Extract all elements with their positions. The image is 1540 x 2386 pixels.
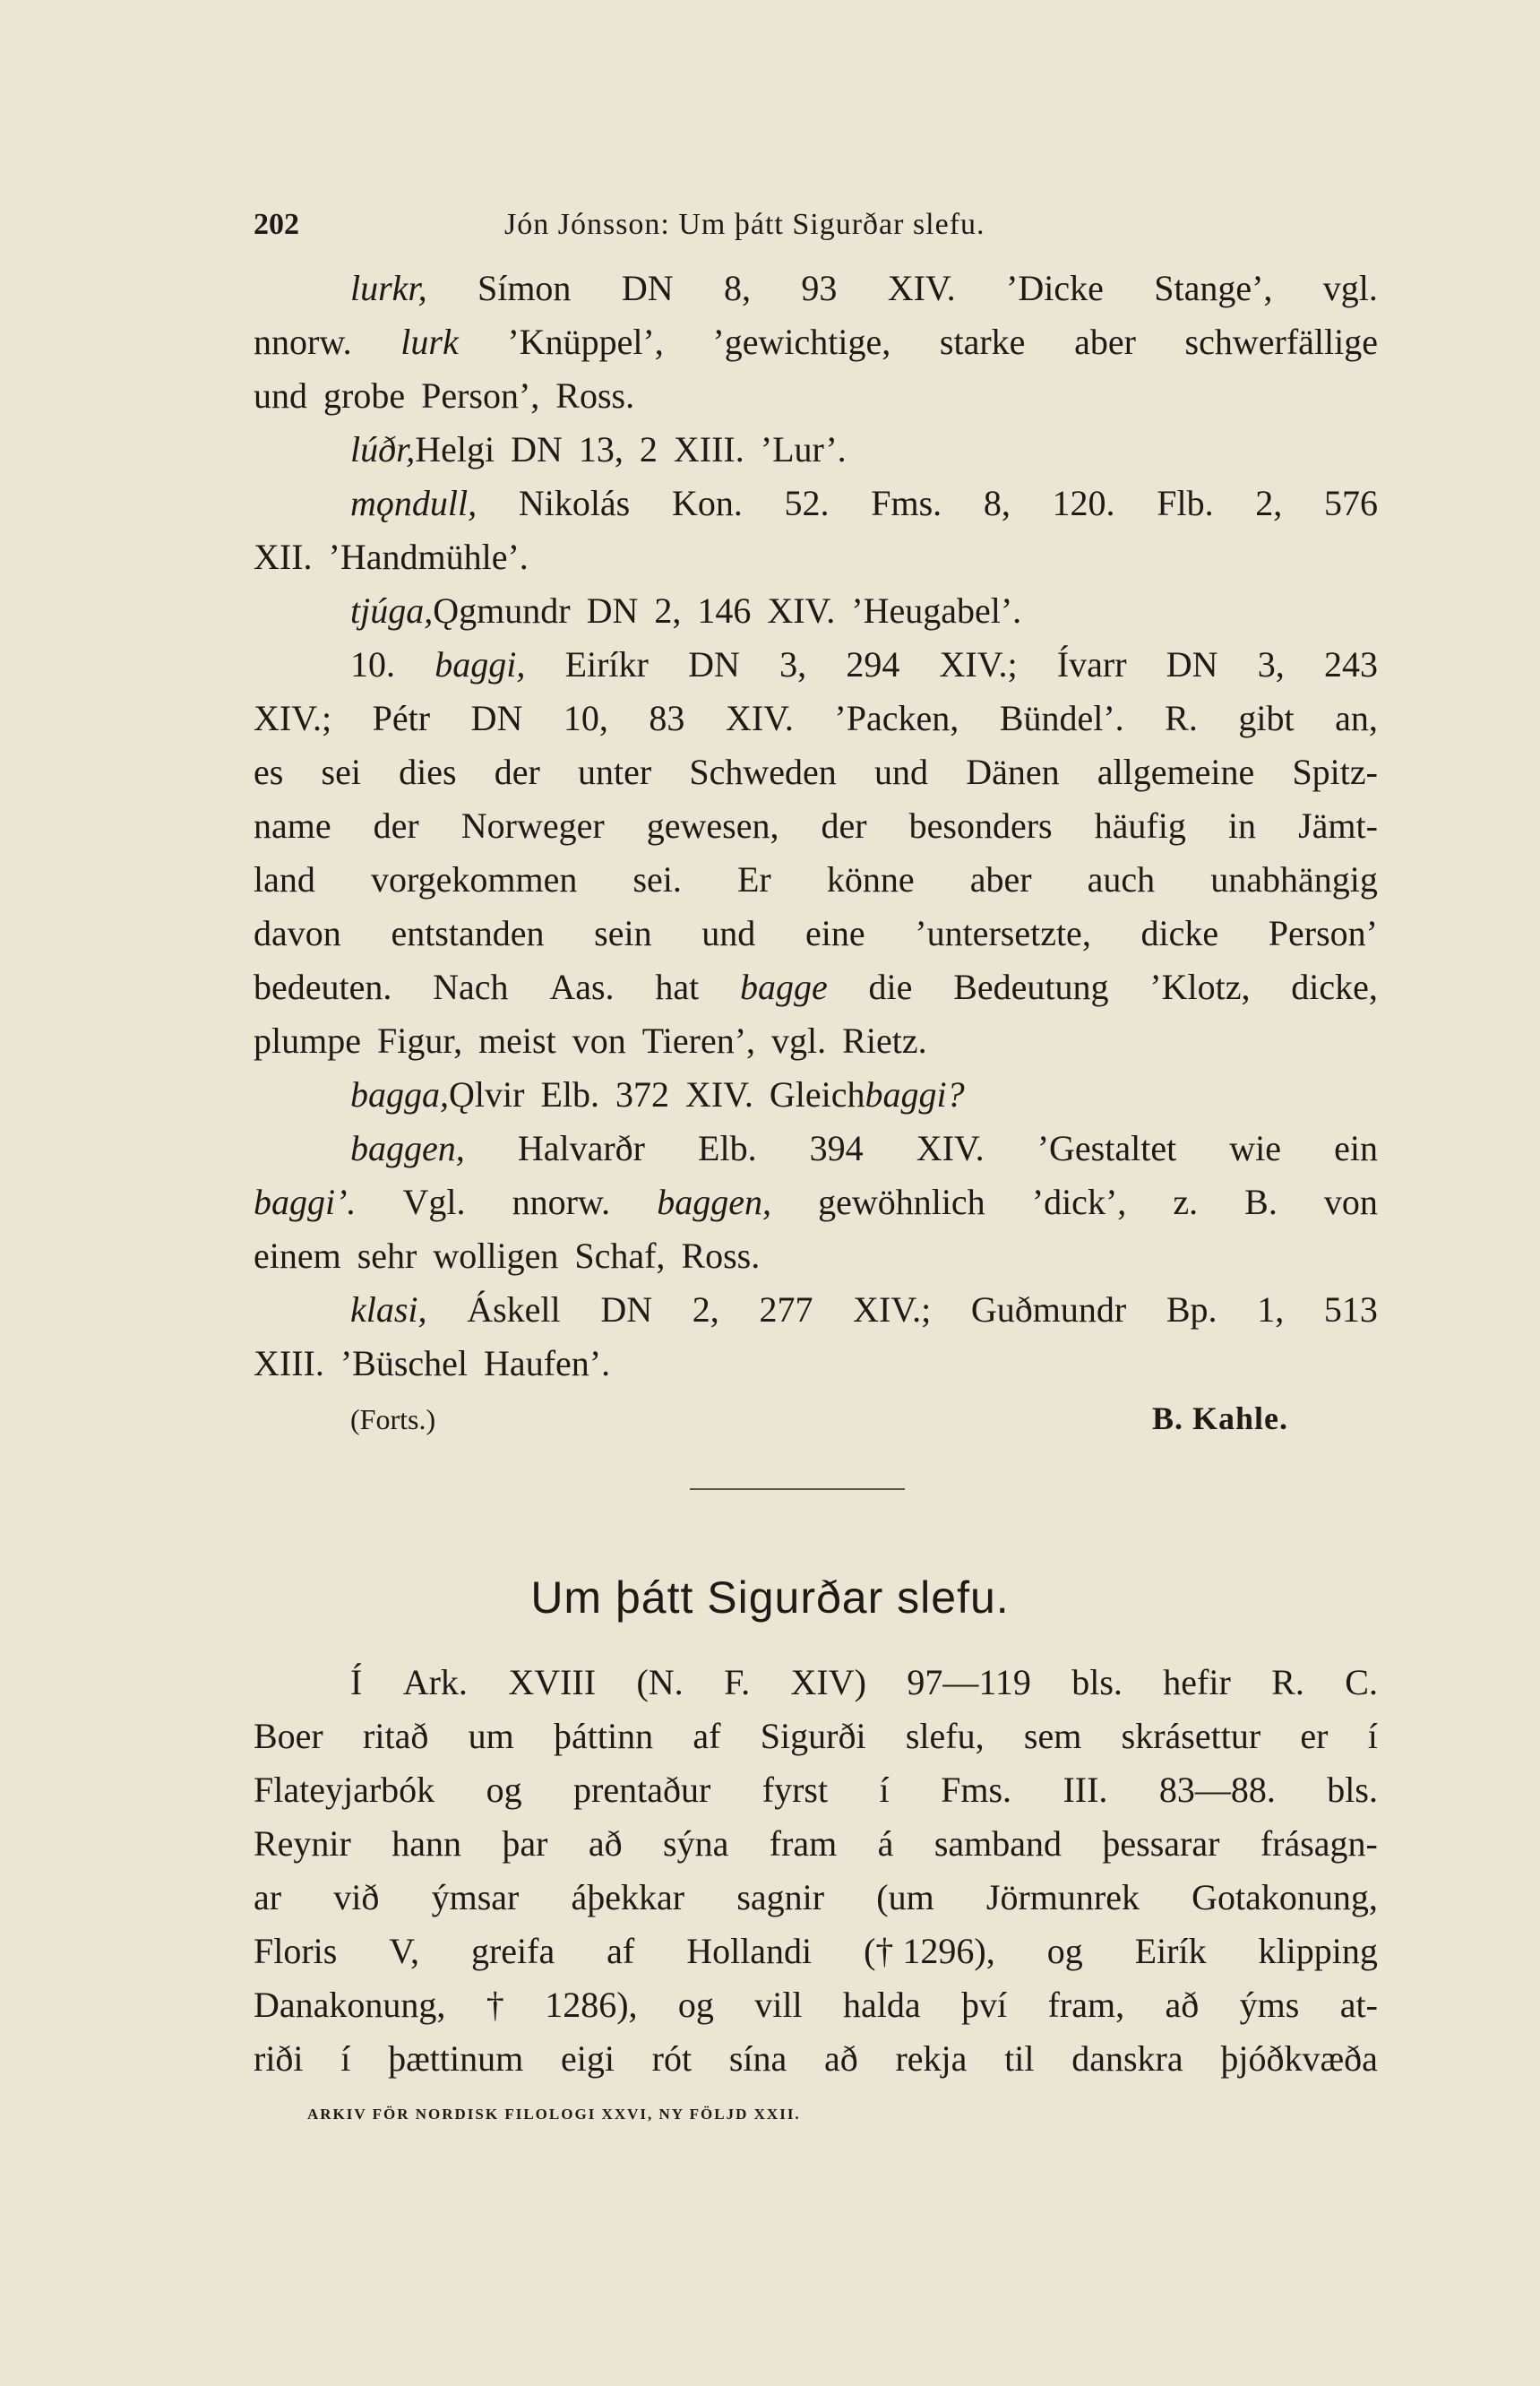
word: gewöhnlich (818, 1182, 985, 1222)
word: þessarar (1102, 1823, 1220, 1864)
word: danskra (1071, 2038, 1183, 2079)
word: Bündel’. (999, 698, 1124, 738)
text-line (254, 1817, 1378, 1871)
word: XIV. (887, 268, 956, 308)
word: sýna (663, 1823, 729, 1864)
word: aber (1074, 322, 1136, 362)
word: og (486, 1770, 522, 1810)
word: C. (1345, 1662, 1378, 1702)
word: F. (724, 1662, 751, 1702)
word: davon (254, 913, 341, 953)
word: Norweger (460, 805, 605, 846)
word: Helgi (415, 429, 495, 469)
word: nnorw. (254, 322, 352, 362)
word: bls. (1071, 1662, 1123, 1702)
word: Elb. (540, 1074, 599, 1115)
word: rót (651, 2038, 693, 2079)
word: 1, (1257, 1289, 1285, 1330)
text-line (254, 692, 1378, 745)
word: mǫndull, (350, 483, 477, 523)
word: Aas. (549, 967, 615, 1007)
word: halda (843, 1985, 921, 2025)
word: ’Gestaltet (1037, 1128, 1177, 1168)
word: Ǫlvir (449, 1074, 525, 1115)
word: Figur, (376, 1021, 463, 1061)
word: af (693, 1716, 721, 1756)
word: 120. (1052, 483, 1115, 523)
word: XIV. (916, 1128, 985, 1168)
word: Person’ (1268, 913, 1378, 953)
word: klipping (1258, 1931, 1378, 1971)
word: vgl. (771, 1021, 827, 1061)
word: baggi? (865, 1074, 965, 1115)
text-line (254, 853, 1378, 907)
word: land (254, 859, 315, 900)
word: Gotakonung, (1192, 1877, 1378, 1917)
word: Person’, (421, 375, 540, 416)
word: sagnir (736, 1877, 825, 1917)
word: vgl. (1322, 268, 1378, 308)
section-divider (690, 1488, 905, 1490)
word: DN (1166, 644, 1218, 685)
text-line (254, 477, 1378, 530)
word: at- (1339, 1985, 1378, 2025)
text-line (254, 799, 1378, 853)
word: gibt (1238, 698, 1295, 738)
word: einem (254, 1236, 341, 1276)
word: 294 (846, 644, 900, 685)
word: Vgl. (402, 1182, 466, 1222)
word: slefu, (905, 1716, 985, 1756)
word: R. (1271, 1662, 1304, 1702)
word: á (877, 1823, 894, 1864)
word: baggen, (657, 1182, 771, 1222)
word: lúðr, (350, 429, 416, 469)
article-title: Um þátt Sigurðar slefu. (530, 1572, 1010, 1623)
word: sína (728, 2038, 787, 2079)
word: ein (1334, 1128, 1378, 1168)
word: Gleich (769, 1074, 865, 1115)
word: sehr (357, 1236, 417, 1276)
word: 2, (1255, 483, 1283, 523)
word: skrásettur (1121, 1716, 1261, 1756)
word: ar (254, 1877, 282, 1917)
journal-footer: ARKIV FÖR NORDISK FILOLOGI XXVI, NY FÖLJD XXII. (307, 2106, 801, 2123)
page-number: 202 (254, 208, 299, 241)
word: gewesen, (646, 805, 779, 846)
text-line (254, 1925, 1378, 1978)
word: ’Handmühle’. (328, 537, 529, 577)
word: dicke (1140, 913, 1219, 953)
word: Ross. (681, 1236, 761, 1276)
word: von (1323, 1182, 1378, 1222)
word: wie (1229, 1128, 1282, 1168)
word: Boer (254, 1716, 323, 1756)
word: við (333, 1877, 380, 1917)
word: 394 (809, 1128, 864, 1168)
word: er (1300, 1716, 1329, 1756)
word: DN (600, 1289, 653, 1330)
word: XIV. (725, 698, 794, 738)
word: rekja (895, 2038, 968, 2079)
word: frásagn- (1260, 1823, 1378, 1864)
word: es (254, 752, 284, 792)
word: bagga, (350, 1074, 449, 1115)
word: í (879, 1770, 890, 1810)
text-line (254, 960, 1378, 1014)
word: aber (969, 859, 1032, 900)
text-line (254, 1337, 1378, 1391)
word: XIV.; (254, 698, 332, 738)
word: hann (391, 1823, 462, 1864)
word: grobe (323, 375, 406, 416)
word: V, (389, 1931, 420, 1971)
word: baggen, (350, 1128, 465, 1168)
text-line (254, 1710, 1378, 1763)
word: Tieren’, (641, 1021, 756, 1061)
word: Spitz- (1292, 752, 1378, 792)
word: Áskell (467, 1289, 561, 1330)
text-line (254, 1229, 1378, 1283)
word: auch (1087, 859, 1156, 900)
word: Flb. (1157, 483, 1214, 523)
word: Jämt- (1298, 805, 1378, 846)
text-line (254, 1283, 1378, 1337)
word: an, (1335, 698, 1378, 738)
word: 146 (697, 590, 752, 631)
word: Fms. (941, 1770, 1012, 1810)
word: og (677, 1985, 714, 2025)
text-line (254, 745, 1378, 799)
word: ’dick’, (1031, 1182, 1127, 1222)
word: starke (939, 322, 1026, 362)
word: eine (804, 913, 865, 953)
word: 3, (1257, 644, 1285, 685)
word: bedeuten. (254, 967, 392, 1007)
word: Elb. (698, 1128, 757, 1168)
word: ’Büschel (340, 1343, 469, 1383)
word: ’Dicke (1006, 268, 1104, 308)
word: vill (754, 1985, 803, 2025)
word: Ross. (555, 375, 635, 416)
text-line (254, 1763, 1378, 1817)
word: bls. (1327, 1770, 1378, 1810)
word: Kon. (671, 483, 743, 523)
word: Ívarr (1056, 644, 1127, 685)
word: Floris (254, 1931, 338, 1971)
word: Í (350, 1662, 363, 1702)
word: þáttinn (554, 1716, 654, 1756)
word: klasi, (350, 1289, 427, 1330)
forts-label: (Forts.) (350, 1403, 436, 1435)
word: til (1004, 2038, 1035, 2079)
word: 10. (350, 644, 395, 685)
word: Schaf, (574, 1236, 666, 1276)
word: Halvarðr (517, 1128, 645, 1168)
word: Símon (477, 268, 572, 308)
word: plumpe (254, 1021, 361, 1061)
word: ýms (1239, 1985, 1300, 2025)
word: bagge (740, 967, 828, 1007)
word: 576 (1323, 483, 1378, 523)
word: und (254, 375, 307, 416)
author-signature: B. Kahle. (1151, 1400, 1288, 1436)
word: Sigurði (760, 1716, 866, 1756)
word: af (607, 1931, 635, 1971)
word: í (340, 2038, 351, 2079)
word: († 1296), (864, 1931, 995, 1971)
word: 83 (649, 698, 685, 738)
word: í (1367, 1716, 1378, 1756)
word: Jörmunrek (985, 1877, 1140, 1917)
word: baggi’. (254, 1182, 357, 1222)
word: 243 (1323, 644, 1378, 685)
word: 3, (779, 644, 807, 685)
word: Ǫgmundr (433, 590, 571, 631)
article-body (254, 1656, 1378, 2086)
word: þar (502, 1823, 548, 1864)
word: XIV.; (939, 644, 1018, 685)
word: 97—119 (907, 1662, 1031, 1702)
word: ’Packen, (834, 698, 959, 738)
word: að (823, 2038, 858, 2079)
word: Fms. (871, 483, 942, 523)
word: DN (470, 698, 523, 738)
word: riði (254, 2038, 304, 2079)
word: fram, (1047, 1985, 1125, 2025)
word: Hollandi (686, 1931, 813, 1971)
signature-row (254, 1391, 1378, 1446)
word: Eirík (1134, 1931, 1207, 1971)
word: Nikolás (518, 483, 631, 523)
word: dicke, (1291, 967, 1378, 1007)
word: die (868, 967, 913, 1007)
word: † (486, 1985, 504, 2025)
word: eigi (560, 2038, 615, 2079)
word: 277 (759, 1289, 813, 1330)
word: Nach (433, 967, 509, 1007)
text-line (254, 907, 1378, 960)
word: B. (1244, 1182, 1278, 1222)
word: Eiríkr (564, 644, 649, 685)
word: DN (586, 590, 639, 631)
word: name (254, 805, 331, 846)
previous-article-text (254, 262, 1378, 1446)
word: 8, (723, 268, 751, 308)
word: XIII. (673, 429, 744, 469)
word: Reynir (254, 1823, 351, 1864)
word: og (1046, 1931, 1083, 1971)
word: 1286), (545, 1985, 638, 2025)
word: (um (876, 1877, 934, 1917)
word: sei. (632, 859, 682, 900)
word: und (874, 752, 928, 792)
text-line (254, 315, 1378, 369)
word: samband (933, 1823, 1063, 1864)
word: ’gewichtige, (712, 322, 891, 362)
word: 2 (639, 429, 658, 469)
word: häufig (1094, 805, 1186, 846)
word: Pétr (372, 698, 431, 738)
word: (N. (636, 1662, 684, 1702)
word: XIII. (254, 1343, 324, 1383)
word: der (373, 805, 419, 846)
word: 2, (692, 1289, 719, 1330)
word: hat (655, 967, 700, 1007)
word: unter (578, 752, 652, 792)
word: unabhängig (1210, 859, 1378, 900)
text-line (254, 584, 1378, 638)
text-line (254, 1871, 1378, 1925)
word: wolligen (433, 1236, 559, 1276)
word: XIV.; (853, 1289, 932, 1330)
word: Haufen’. (484, 1343, 611, 1383)
word: þættinum (388, 2038, 524, 2079)
text-line (254, 530, 1378, 584)
word: nnorw. (512, 1182, 611, 1222)
word: könne (826, 859, 915, 900)
word: ’Heugabel’. (851, 590, 1022, 631)
word: fyrst (761, 1770, 829, 1810)
word: Bp. (1166, 1289, 1217, 1330)
word: lurkr, (350, 268, 427, 308)
word: að (588, 1823, 623, 1864)
word: því (961, 1985, 1008, 2025)
word: baggi, (434, 644, 526, 685)
word: lurk (400, 322, 459, 362)
word: 52. (784, 483, 830, 523)
word: DN (511, 429, 563, 469)
text-line (254, 1014, 1378, 1068)
text-line (254, 1176, 1378, 1229)
word: DN (621, 268, 674, 308)
word: Ark. (402, 1662, 468, 1702)
word: DN (688, 644, 740, 685)
word: entstanden (391, 913, 545, 953)
word: Flateyjarbók (254, 1770, 435, 1810)
word: der (494, 752, 540, 792)
word: 13, (578, 429, 624, 469)
word: Bedeutung (953, 967, 1109, 1007)
word: Er (736, 859, 771, 900)
word: XIV. (767, 590, 836, 631)
word: und (701, 913, 756, 953)
word: ’Klotz, (1149, 967, 1251, 1007)
word: ritað (363, 1716, 429, 1756)
page-header (254, 204, 1391, 245)
word: Dänen (966, 752, 1060, 792)
word: prentaður (573, 1770, 711, 1810)
word: sein (594, 913, 652, 953)
word: um (468, 1716, 514, 1756)
word: schwerfällige (1184, 322, 1378, 362)
word: þjóðkvæða (1220, 2038, 1378, 2079)
word: XIV) (790, 1662, 866, 1702)
text-line (254, 1122, 1378, 1176)
word: hefir (1163, 1662, 1231, 1702)
word: in (1227, 805, 1257, 846)
word: 83—88. (1158, 1770, 1276, 1810)
word: allgemeine (1097, 752, 1255, 792)
word: sem (1023, 1716, 1082, 1756)
word: XII. (254, 537, 313, 577)
word: áþekkar (571, 1877, 685, 1917)
word: að (1165, 1985, 1200, 2025)
word: greifa (470, 1931, 555, 1971)
word: z. (1173, 1182, 1199, 1222)
word: fram (769, 1823, 838, 1864)
word: der (821, 805, 867, 846)
word: ’untersetzte, (915, 913, 1091, 953)
text-line (254, 262, 1378, 315)
text-line (254, 423, 1378, 477)
text-line (254, 369, 1378, 423)
word: III. (1063, 1770, 1108, 1810)
word: 372 (615, 1074, 669, 1115)
text-line (254, 1656, 1378, 1710)
word: Danakonung, (254, 1985, 446, 2025)
text-line (254, 1068, 1378, 1122)
word: R. (1165, 698, 1198, 738)
word: besonders (908, 805, 1053, 846)
word: 2, (654, 590, 682, 631)
word: dies (399, 752, 457, 792)
word: sei (321, 752, 361, 792)
word: Guðmundr (970, 1289, 1127, 1330)
word: 10, (563, 698, 608, 738)
word: Stange’, (1154, 268, 1273, 308)
word: ýmsar (431, 1877, 520, 1917)
word: XIV. (684, 1074, 753, 1115)
text-line (254, 1978, 1378, 2032)
word: ’Knüppel’, (507, 322, 664, 362)
word: Rietz. (842, 1021, 927, 1061)
word: 513 (1323, 1289, 1378, 1330)
word: Schweden (689, 752, 837, 792)
text-line (254, 638, 1378, 692)
word: ’Lur’. (760, 429, 847, 469)
word: meist (478, 1021, 556, 1061)
word: 93 (801, 268, 838, 308)
running-title: Jón Jónsson: Um þátt Sigurðar slefu. (504, 208, 985, 241)
word: XVIII (508, 1662, 597, 1702)
word: von (572, 1021, 626, 1061)
word: vorgekommen (370, 859, 578, 900)
word: 8, (983, 483, 1011, 523)
word: tjúga, (350, 590, 434, 631)
text-line (254, 2032, 1378, 2086)
